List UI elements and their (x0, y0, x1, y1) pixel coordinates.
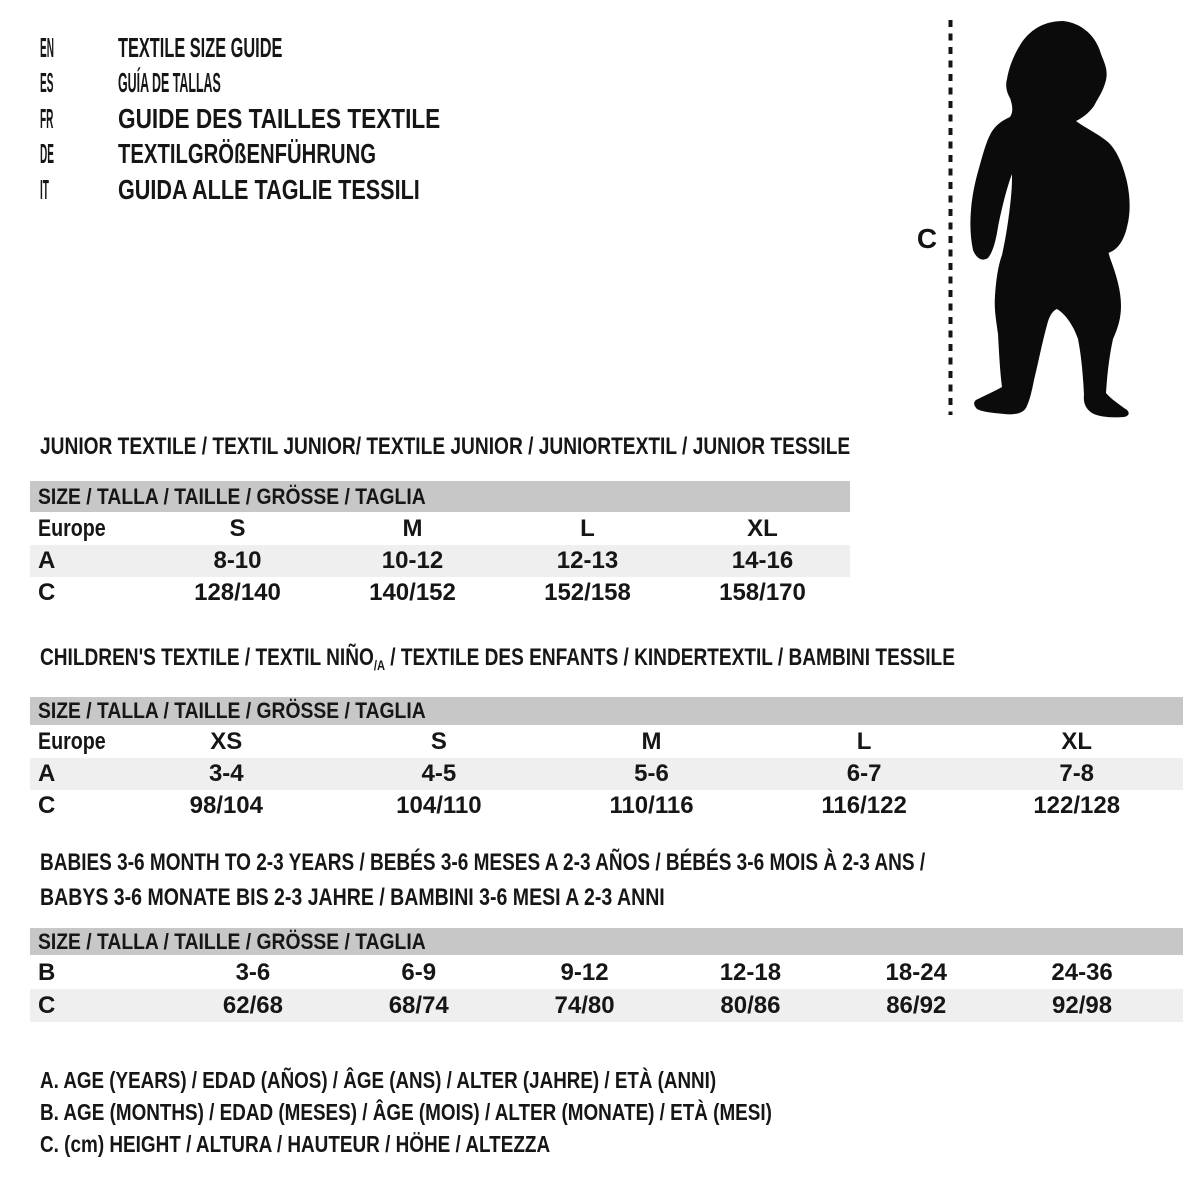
toddler-height-figure (900, 12, 1145, 424)
size-value: S (430, 728, 447, 755)
children-table-rows (30, 726, 1183, 822)
size-value: XL (747, 515, 778, 542)
size-value: L (580, 515, 595, 542)
language-title-list (40, 30, 517, 207)
age-value: 12-13 (556, 547, 619, 574)
lang-code: ES (40, 67, 54, 99)
row-label: A (38, 760, 56, 787)
legend-line-c-text: C. (cm) HEIGHT / ALTURA / HAUTEUR / HÖHE / ALTEZZA (40, 1131, 551, 1157)
lang-label: GUIDA ALLE TAGLIE TESSILI (118, 173, 420, 205)
height-value: 74/80 (554, 991, 615, 1019)
legend-line-a (40, 1064, 932, 1096)
age-value: 14-16 (731, 547, 794, 574)
children-textile-table (30, 645, 1183, 822)
children-table-title-text (40, 645, 955, 678)
row-label: C (38, 792, 56, 819)
table-row-height (30, 989, 1183, 1022)
age-value: 3-4 (208, 760, 244, 787)
size-value: M (641, 728, 662, 755)
size-value: L (856, 728, 872, 755)
children-table-title (30, 645, 1183, 678)
lang-label: GUÍA DE TALLAS (118, 67, 221, 99)
size-header-text: SIZE / TALLA / TAILLE / GRÖSSE / TAGLIA (38, 698, 426, 723)
babies-title-line2-text: BABYS 3-6 MONATE BIS 2-3 JAHRE / BAMBINI 3-6 MESI A 2-3 ANNI (40, 884, 665, 911)
row-label: A (38, 547, 56, 574)
age-value: 9-12 (560, 958, 609, 986)
children-title-post: / TEXTILE DES ENFANTS / KINDERTEXTIL / BAMBINI TESSILE (384, 644, 955, 671)
row-label: C (38, 991, 56, 1019)
height-value: 110/116 (609, 792, 694, 819)
table-row-height (30, 577, 850, 609)
height-value: 152/158 (544, 579, 631, 606)
lang-row-en (40, 30, 517, 65)
lang-label: GUIDE DES TAILLES TEXTILE (118, 102, 441, 134)
height-value: 104/110 (396, 792, 482, 819)
babies-textile-table (30, 845, 1183, 1022)
height-value: 116/122 (821, 792, 907, 819)
babies-title-line2 (40, 880, 1183, 915)
babies-title-line1 (40, 845, 1183, 880)
height-label: C (916, 223, 938, 254)
height-value: 98/104 (189, 792, 263, 819)
age-value: 6-7 (846, 760, 882, 787)
age-value: 4-5 (421, 760, 457, 787)
row-label: Europe (38, 515, 106, 542)
lang-code: IT (40, 173, 49, 205)
legend-line-c (40, 1128, 932, 1160)
age-value: 5-6 (634, 760, 669, 787)
height-value: 128/140 (194, 579, 281, 606)
babies-table-title (30, 845, 1183, 915)
height-value: 86/92 (886, 991, 947, 1019)
height-value: 140/152 (369, 579, 456, 606)
size-value: M (402, 515, 423, 542)
junior-table-title (30, 434, 850, 460)
lang-code: DE (40, 138, 54, 170)
row-label: C (38, 579, 56, 606)
age-value: 8-10 (213, 547, 262, 574)
table-row-age (30, 545, 850, 577)
lang-row-es (40, 65, 517, 100)
lang-row-it (40, 172, 517, 207)
junior-table-rows (30, 513, 850, 609)
height-value: 158/170 (719, 579, 806, 606)
size-header-bar (30, 481, 850, 512)
height-value: 68/74 (388, 991, 449, 1019)
size-header-text: SIZE / TALLA / TAILLE / GRÖSSE / TAGLIA (38, 929, 426, 954)
lang-code: FR (40, 102, 54, 134)
age-value: 10-12 (381, 547, 444, 574)
table-row-europe (30, 726, 1183, 758)
age-value: 6-9 (401, 958, 437, 986)
lang-row-fr (40, 101, 517, 136)
children-title-pre: CHILDREN'S TEXTILE / TEXTIL NIÑO (40, 644, 374, 671)
toddler-silhouette (970, 21, 1129, 417)
children-title-sub: /A (373, 657, 385, 673)
junior-table-title-text: JUNIOR TEXTILE / TEXTIL JUNIOR/ TEXTILE JUNIOR / JUNIORTEXTIL / JUNIOR TESSILE (40, 433, 851, 460)
lang-row-de (40, 136, 517, 171)
table-row-europe (30, 513, 850, 545)
size-value: XS (210, 728, 243, 755)
legend-line-a-text: A. AGE (YEARS) / EDAD (AÑOS) / ÂGE (ANS) / ALTER (JAHRE) / ETÀ (ANNI) (40, 1067, 717, 1093)
measurement-legend (40, 1064, 932, 1160)
age-value: 3-6 (235, 958, 271, 986)
height-value: 80/86 (720, 991, 781, 1019)
age-value: 18-24 (885, 958, 947, 986)
lang-label: TEXTILE SIZE GUIDE (118, 32, 283, 63)
junior-textile-table (30, 434, 850, 609)
babies-title-line1-text: BABIES 3-6 MONTH TO 2-3 YEARS / BEBÉS 3-6 MESES A 2-3 AÑOS / BÉBÉS 3-6 MOIS À 2-3 ANS / (40, 849, 926, 876)
table-row-height (30, 790, 1183, 822)
age-value: 7-8 (1059, 760, 1095, 787)
size-value: XL (1061, 728, 1093, 755)
size-header-bar (30, 928, 1183, 955)
age-value: 12-18 (719, 958, 782, 986)
legend-line-b (40, 1096, 932, 1128)
row-label: Europe (38, 728, 106, 755)
height-value: 92/98 (1052, 991, 1113, 1019)
table-row-age-months (30, 956, 1183, 989)
height-value: 62/68 (222, 991, 283, 1019)
row-label: B (38, 958, 56, 986)
lang-label: TEXTILGRÖßENFÜHRUNG (118, 138, 377, 170)
babies-table-rows (30, 956, 1183, 1022)
height-value: 122/128 (1033, 792, 1121, 819)
table-row-age (30, 758, 1183, 790)
size-value: S (229, 515, 246, 542)
legend-line-b-text: B. AGE (MONTHS) / EDAD (MESES) / ÂGE (MOIS) / ALTER (MONATE) / ETÀ (MESI) (40, 1099, 772, 1125)
age-value: 24-36 (1051, 958, 1113, 986)
size-header-text: SIZE / TALLA / TAILLE / GRÖSSE / TAGLIA (38, 484, 426, 509)
lang-code: EN (40, 32, 54, 63)
size-header-bar (30, 697, 1183, 725)
